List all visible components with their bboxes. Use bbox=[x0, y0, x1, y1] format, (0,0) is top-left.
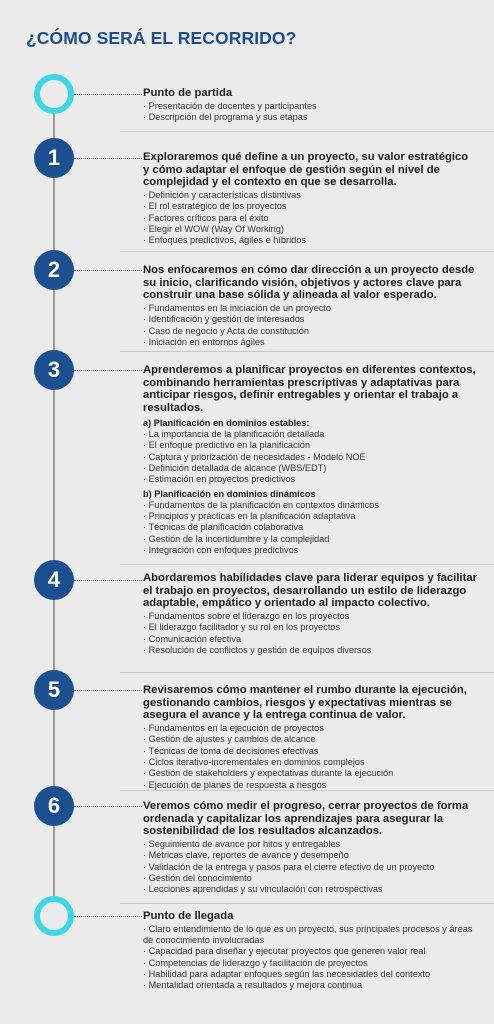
list-item: · Ciclos iterativo-incrementales en dominios complejos bbox=[143, 757, 477, 768]
list-item: · Resolución de conflictos y gestión de equipos diversos bbox=[143, 645, 477, 656]
step-marker-5: 5 bbox=[34, 670, 74, 710]
list-item: · Lecciones aprendidas y su vinculación con retrospectivas bbox=[143, 884, 477, 895]
section-heading bbox=[143, 151, 477, 189]
list-item: · Gestión de ajustes y cambios de alcance bbox=[143, 734, 477, 745]
list-item: · Presentación de docentes y participantes bbox=[143, 101, 477, 112]
divider bbox=[120, 672, 494, 673]
list-item: · Factores críticos para el éxito bbox=[143, 213, 477, 224]
list-item: · Estimación en proyectos predictivos bbox=[143, 474, 477, 485]
step-marker-2: 2 bbox=[34, 250, 74, 290]
list-item: · Fundamentos de la planificación en contextos dinámicos bbox=[143, 500, 477, 511]
list-item: · Integración con enfoques predictivos bbox=[143, 545, 477, 556]
divider bbox=[120, 251, 494, 252]
list-item: · Identificación y gestión de interesados bbox=[143, 314, 477, 325]
divider bbox=[120, 131, 494, 132]
section-start bbox=[143, 87, 477, 123]
connector bbox=[74, 370, 142, 371]
divider bbox=[120, 564, 494, 565]
section-list bbox=[143, 190, 477, 246]
divider bbox=[120, 790, 494, 791]
divider bbox=[120, 351, 494, 352]
list-item: · Comunicación efectiva bbox=[143, 634, 477, 645]
section-heading: Veremos cómo medir el progreso, cerrar proyectos de forma ordenada y capitalizar los aprendizajes para asegurar la sostenibilidad de los resultados alcanzados. bbox=[143, 800, 469, 838]
list-item: · Capacidad para diseñar y ejecutar proyectos que generen valor real bbox=[143, 946, 477, 957]
list-item: · Validación de la entrega y pasos para el cierre efectivo de un proyecto bbox=[143, 862, 477, 873]
list-item: · El liderazgo facilitador y su rol en los proyectos bbox=[143, 622, 477, 633]
divider bbox=[120, 903, 494, 904]
section-1 bbox=[143, 151, 477, 247]
connector bbox=[74, 806, 142, 807]
list-item: · Elegir el WOW (Way Of Working) bbox=[143, 224, 477, 235]
list-item: · Definición y características distintivas bbox=[143, 190, 477, 201]
section-heading: Abordaremos habilidades clave para liderar equipos y facilitar el trabajo en proyectos, desarrollando un estilo de liderazgo adaptable, empático y orientado al impacto colectivo. bbox=[143, 572, 478, 610]
list-item: · Técnicas de toma de decisiones efectivas bbox=[143, 746, 477, 757]
connector bbox=[74, 690, 142, 691]
section-5 bbox=[143, 684, 477, 791]
connector bbox=[74, 270, 142, 271]
section-3 bbox=[143, 364, 477, 556]
section-list bbox=[143, 839, 477, 895]
list-item: · El enfoque predictivo en la planificación bbox=[143, 440, 477, 451]
list-item: · Mentalidad orientada a resultados y mejora continua bbox=[143, 980, 477, 991]
step-marker-4: 4 bbox=[34, 560, 74, 600]
section-6 bbox=[143, 800, 477, 896]
list-item: · Gestión de stakeholders y expectativas durante la ejecución bbox=[143, 768, 477, 779]
list-item: · Captura y priorización de necesidades - Modelo NOE bbox=[143, 452, 477, 463]
connector bbox=[74, 158, 142, 159]
end-ring-icon bbox=[34, 896, 74, 936]
list-item: · Iniciación en entornos ágiles bbox=[143, 337, 477, 348]
step-marker-3: 3 bbox=[34, 350, 74, 390]
list-item: · Fundamentos sobre el liderazgo en los proyectos bbox=[143, 611, 477, 622]
section-heading: Punto de llegada bbox=[143, 910, 234, 922]
list-item: · Definición detallada de alcance (WBS/EDT) bbox=[143, 463, 477, 474]
section-list bbox=[143, 303, 477, 348]
list-item: · Principios y prácticas en la planificación adaptativa bbox=[143, 511, 477, 522]
list-item: · Enfoques predictivos, ágiles e híbridos bbox=[143, 235, 477, 246]
section-list bbox=[143, 723, 477, 791]
list-item: · Gestión del conocimiento bbox=[143, 873, 477, 884]
section-end bbox=[143, 910, 477, 991]
list-item: · El rol estratégico de los proyectos bbox=[143, 201, 477, 212]
section-heading: Aprenderemos a planificar proyectos en diferentes contextos, combinando herramientas prescriptivas y adaptativas para anticipar riesgos, definir entregables y orientar el trabajo a resultados. bbox=[143, 364, 476, 415]
list-item: · Claro entendimiento de lo que es un proyecto, sus principales procesos y áreas de conocimiento involucradas bbox=[143, 924, 477, 947]
connector bbox=[74, 94, 142, 95]
section-heading: Revisaremos cómo mantener el rumbo durante la ejecución, gestionando cambios, riesgos y expectativas mientras se asegura el avance y la entrega continua de valor. bbox=[143, 684, 467, 722]
sub-heading-a: a) Planificación en dominios estables: bbox=[143, 417, 310, 428]
list-item: · Caso de negocio y Acta de constitución bbox=[143, 326, 477, 337]
page-title: ¿CÓMO SERÁ EL RECORRIDO? bbox=[26, 28, 297, 48]
section-list bbox=[143, 611, 477, 656]
start-ring-icon bbox=[34, 74, 74, 114]
sub-heading-b: b) Planificación en dominios dinámicos bbox=[143, 488, 316, 499]
list-item: · Descripción del programa y sus etapas bbox=[143, 112, 477, 123]
connector bbox=[74, 580, 142, 581]
step-marker-1: 1 bbox=[34, 138, 74, 178]
section-4 bbox=[143, 572, 477, 656]
section-list bbox=[143, 101, 477, 124]
list-item: · Técnicas de planificación colaborativa bbox=[143, 522, 477, 533]
connector bbox=[74, 916, 142, 917]
list-item: · Ejecución de planes de respuesta a riesgos bbox=[143, 780, 477, 791]
list-item: · Fundamentos en la iniciación de un proyecto bbox=[143, 303, 477, 314]
section-list-a bbox=[143, 429, 477, 485]
step-marker-6: 6 bbox=[34, 786, 74, 826]
list-item: · Habilidad para adaptar enfoques según las necesidades del contexto bbox=[143, 969, 477, 980]
section-2 bbox=[143, 264, 477, 348]
list-item: · La importancia de la planificación detallada bbox=[143, 429, 477, 440]
list-item: · Seguimiento de avance por hitos y entregables bbox=[143, 839, 477, 850]
section-list-b bbox=[143, 500, 477, 556]
section-heading: Punto de partida bbox=[143, 87, 233, 99]
list-item: · Competencias de liderazgo y facilitación de proyectos bbox=[143, 958, 477, 969]
list-item: · Fundamentos en la ejecución de proyectos bbox=[143, 723, 477, 734]
section-heading-text: Exploraremos qué define a un proyecto, su valor estratégico y cómo adaptar el enfoque de gestión según el nivel de complejidad y el contexto en que se desarrolla. bbox=[143, 151, 469, 189]
section-list bbox=[143, 924, 477, 992]
list-item: · Métricas clave, reportes de avance y desempeño bbox=[143, 850, 477, 861]
list-item: · Gestión de la incertidumbre y la complejidad bbox=[143, 534, 477, 545]
section-heading: Nos enfocaremos en cómo dar dirección a un proyecto desde su inicio, clarificando visión, objetivos y actores clave para construir una base sólida y alineada al valor esperado. bbox=[143, 264, 475, 302]
